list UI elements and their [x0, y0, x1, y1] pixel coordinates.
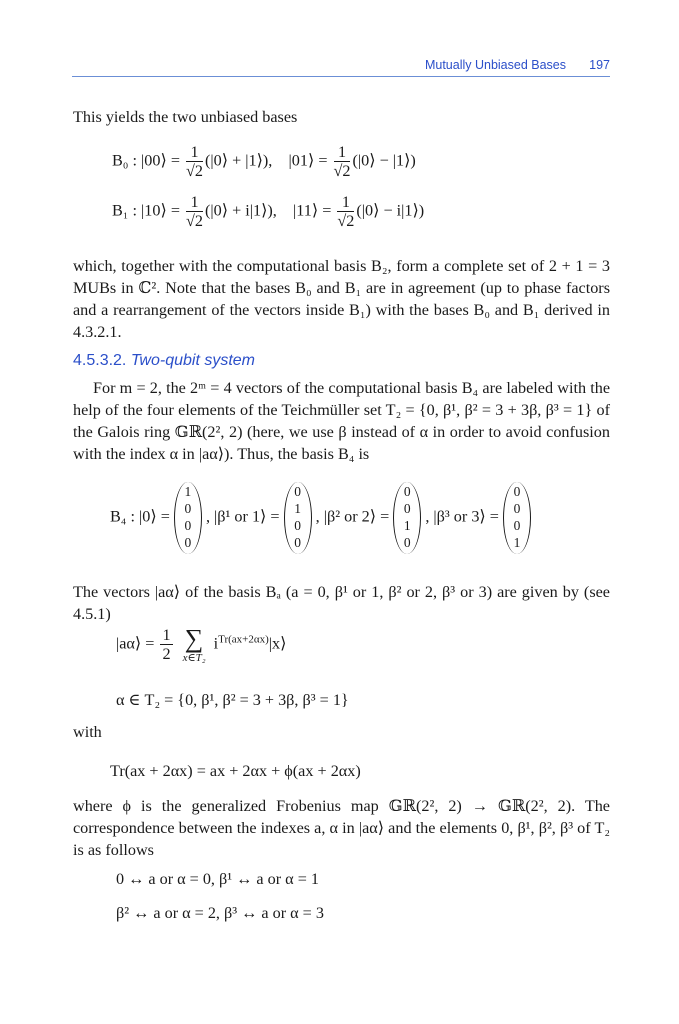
- equation-correspondence-2: β² ↔ a or α = 2, β³ ↔ a or α = 3: [116, 904, 324, 922]
- eq-b1-den-1: √2: [186, 212, 203, 230]
- section-number: 4.5.3.2.: [73, 352, 127, 369]
- equation-alpha: α ∈ T₂ = {0, β¹, β² = 3 + 3β, β³ = 1}: [116, 691, 349, 709]
- eq-b4-label-1: , |β¹ or 1⟩ =: [205, 507, 280, 526]
- vector-2-entry: 0: [403, 535, 411, 550]
- vector-2-entry: 0: [403, 484, 411, 499]
- section-heading: [73, 352, 255, 370]
- paragraph-two-qubit: For m = 2, the 2ᵐ = 4 vectors of the computational basis B₄ are labeled with the help of the four elements of the Teichmüller set T₂ = {0, β¹, β² = 3 + 3β, β³ = 1} of the Galois ring 𝔾ℝ(2², 2) (here, we use β instead of α in order to avoid confusion with the index α in |aα⟩). Thus, the basis B₄ is: [73, 379, 610, 463]
- summation: ∑ x∈T₂: [182, 624, 206, 664]
- eq-b0-rhs-1: (|0⟩ + |1⟩),: [204, 151, 273, 170]
- eq-b4-lhs: B₄ : |0⟩ =: [110, 507, 170, 526]
- eq-sum-den: 2: [162, 645, 171, 663]
- eq-b0-lhs: B₀ : |00⟩ =: [112, 151, 180, 170]
- vector-1-entry: 1: [294, 501, 301, 516]
- vector-1: [284, 482, 312, 554]
- eq-b1-den-2: √2: [337, 212, 355, 230]
- paragraph-frobenius: where ϕ is the generalized Frobenius map 𝔾ℝ(2², 2) → 𝔾ℝ(2², 2). The correspondence between the indexes a, α in |aα⟩ and the elements 0, β¹, β², β³ of T₂ is as follows: [73, 797, 610, 859]
- eq-b1-mid: |11⟩ =: [293, 201, 332, 220]
- equation-correspondence-1: 0 ↔ a or α = 0, β¹ ↔ a or α = 1: [116, 870, 319, 888]
- vector-3-entry: 0: [513, 484, 521, 499]
- vector-0-entry: 0: [184, 518, 192, 533]
- vector-2-entry: 0: [403, 501, 411, 516]
- paragraph-intro: This yields the two unbiased bases: [73, 108, 298, 126]
- paragraph-with: with: [73, 723, 102, 741]
- eq-b0-fraction-1: [186, 144, 203, 180]
- eq-sum-lhs: |aα⟩ =: [116, 634, 155, 653]
- eq-b1-rhs-1: (|0⟩ + i|1⟩),: [204, 201, 277, 220]
- eq-sum-num: 1: [162, 626, 171, 644]
- page-number: 197: [589, 58, 610, 72]
- vector-1-entry: 0: [294, 535, 301, 550]
- eq-sum-fraction: [160, 627, 172, 663]
- vector-3: [503, 482, 531, 554]
- equation-b0: [112, 144, 416, 180]
- vector-0-entry: 1: [184, 484, 192, 499]
- running-title: Mutually Unbiased Bases: [424, 58, 566, 72]
- eq-sum-exponent: Tr(ax+2αx): [218, 633, 269, 646]
- vector-1-entry: 0: [294, 484, 301, 499]
- vector-1-entry: 0: [294, 518, 301, 533]
- vector-3-entry: 0: [513, 518, 521, 533]
- eq-b1-lhs: B₁ : |10⟩ =: [112, 201, 180, 220]
- eq-b0-fraction-2: [334, 144, 351, 180]
- eq-b1-num-1: 1: [186, 194, 203, 212]
- vector-0: [174, 482, 202, 554]
- eq-b0-rhs-2: (|0⟩ − |1⟩): [352, 151, 416, 170]
- equation-trace: Tr(ax + 2αx) = ax + 2αx + ϕ(ax + 2αx): [110, 762, 361, 780]
- vector-0-entry: 0: [184, 501, 192, 516]
- section-title: Two-qubit system: [130, 352, 256, 369]
- eq-sum-ket: |x⟩: [268, 634, 287, 653]
- eq-b0-den-1: √2: [186, 162, 203, 180]
- eq-b1-rhs-2: (|0⟩ − i|1⟩): [356, 201, 425, 220]
- eq-b1-fraction-1: [186, 194, 203, 230]
- equation-b4: [110, 482, 531, 562]
- eq-b0-mid: |01⟩ =: [288, 151, 328, 170]
- summation-subscript: x∈T₂: [182, 652, 206, 664]
- eq-b1-num-2: 1: [337, 194, 354, 212]
- equation-sum: [116, 626, 286, 664]
- vector-2-entry: 1: [403, 518, 411, 533]
- vector-2: [393, 482, 421, 554]
- equation-b1: [112, 194, 424, 230]
- eq-b0-num-1: 1: [186, 144, 203, 162]
- eq-b1-fraction-2: [337, 194, 354, 230]
- paragraph-vectors: The vectors |aα⟩ of the basis Bₐ (a = 0, β¹ or 1, β² or 2, β³ or 3) are given by (see 4.5.1): [73, 583, 610, 623]
- eq-b4-label-2: , |β² or 2⟩ =: [315, 507, 390, 526]
- eq-b0-den-2: √2: [333, 162, 351, 180]
- vector-0-entry: 0: [184, 535, 192, 550]
- eq-sum-term: i: [213, 634, 219, 653]
- vector-3-entry: 1: [513, 535, 521, 550]
- paragraph-mubs: which, together with the computational basis B₂, form a complete set of 2 + 1 = 3 MUBs in ℂ². Note that the bases B₀ and B₁ are in agreement (up to phase factors and a rearrangement of the vectors inside B₁) with the bases B₀ and B₁ derived in 4.3.2.1.: [73, 257, 610, 341]
- vector-3-entry: 0: [513, 501, 521, 516]
- running-header: [72, 54, 610, 77]
- eq-b0-num-2: 1: [334, 144, 351, 162]
- eq-b4-label-3: , |β³ or 3⟩ =: [425, 507, 499, 526]
